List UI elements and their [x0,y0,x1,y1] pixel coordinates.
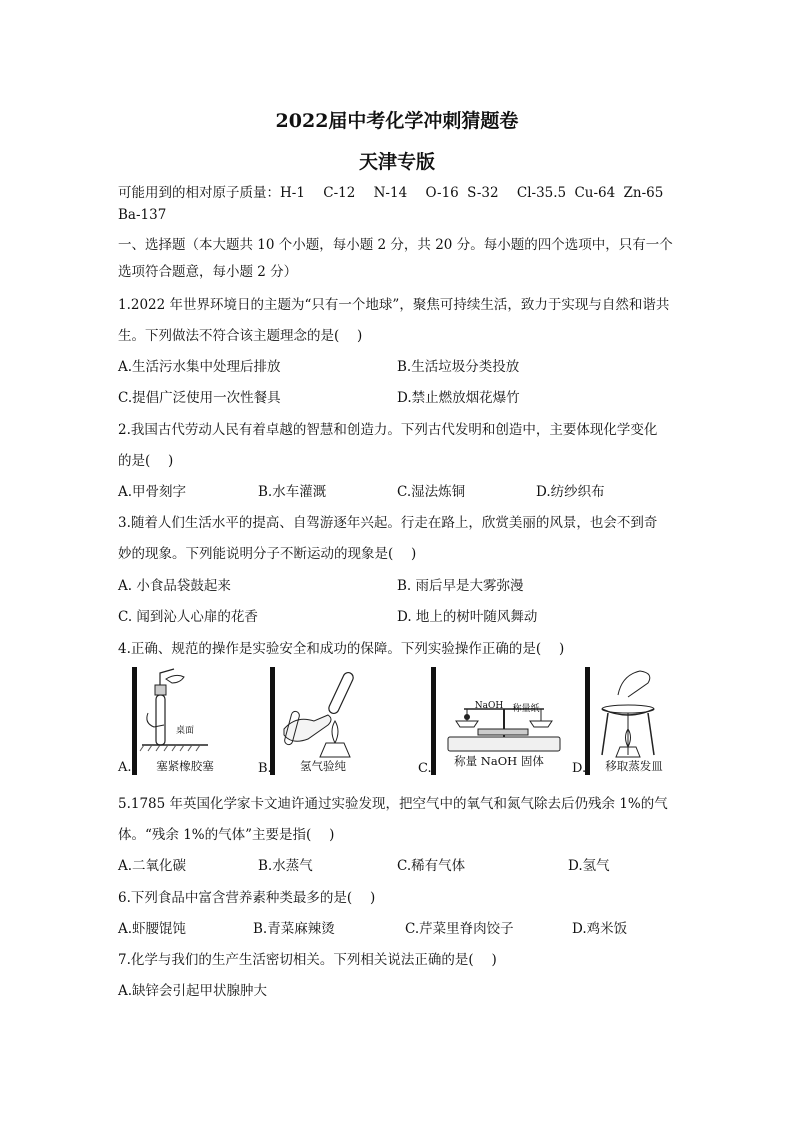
question-text: 妙的现象。下列能说明分子不断运动的现象是( ) [118,546,417,562]
option: B.青菜麻辣烫 [253,921,335,937]
option: C.芹菜里脊肉饺子 [405,921,514,937]
atomic-mass-item: O-16 [425,185,459,201]
atomic-mass-item: Cl-35.5 [516,185,567,201]
option: A.生活污水集中处理后排放 [118,359,281,375]
question-text: 的是( ) [118,453,174,469]
atomic-mass-item: C-12 [323,185,356,201]
question-text: 5.1785 年英国化学家卡文迪许通过实验发现，把空气中的氧气和氮气除去后仍残余 1%的气 [118,796,668,812]
figure-a-note: 桌面 [175,726,194,736]
option: C.湿法炼铜 [397,484,466,500]
atomic-mass-item: H-1 [280,185,305,201]
option: C.提倡广泛使用一次性餐具 [118,390,281,406]
option: D.禁止燃放烟花爆竹 [397,390,520,406]
figure-d [572,665,682,780]
question-text: 1.2022 年世界环境日的主题为“只有一个地球”，聚焦可持续生活，致力于实现与自然和谐共 [118,297,670,313]
atomic-mass-item: Ba-137 [118,207,167,223]
option: B. 雨后早是大雾弥漫 [397,578,524,594]
atomic-mass-item: Cu-64 [574,185,616,201]
figure-d-caption: 移取蒸发皿 [605,759,663,773]
option: B.水蒸气 [258,858,313,874]
atomic-mass-line [118,181,663,201]
atomic-mass-item: Zn-65 [623,185,664,201]
figure-b-letter: B. [258,761,272,776]
figure-c-letter: C. [418,761,432,776]
figure-a-caption: 塞紧橡胶塞 [156,759,214,773]
option: D. 地上的树叶随风舞动 [397,609,538,625]
question-text: 7.化学与我们的生产生活密切相关。下列相关说法正确的是( ) [118,952,497,968]
option: D.鸡米饭 [572,921,628,937]
question-text: 6.下列食品中富含营养素种类最多的是( ) [118,890,376,906]
option: A. 小食品袋鼓起来 [118,578,231,594]
figure-c-note2: 称量纸 [512,704,540,714]
option: A.甲骨刻字 [118,484,187,500]
figure-b [258,665,378,780]
option: A.虾腰馄饨 [118,921,187,937]
option: C. 闻到沁人心扉的花香 [118,609,258,625]
section-heading-line: 选项符合题意，每小题 2 分） [118,264,298,280]
question-text: 生。下列做法不符合该主题理念的是( ) [118,328,363,344]
figure-c [418,665,568,780]
option: D.氢气 [568,858,610,874]
figure-b-caption: 氢气验纯 [300,759,346,773]
figure-c-note1: NaOH [474,701,504,711]
figure-d-letter: D. [572,761,587,776]
option: A.二氧化碳 [118,858,187,874]
atomic-mass-label: 可能用到的相对原子质量： [118,185,280,201]
figure-a [118,665,238,780]
option: C.稀有气体 [397,858,466,874]
option: A.缺锌会引起甲状腺肿大 [118,983,268,999]
question-text: 体。“残余 1%的气体”主要是指( ) [118,827,335,843]
option: D.纺纱织布 [536,484,605,500]
atomic-mass-item: N-14 [373,185,408,201]
question-text: 3.随着人们生活水平的提高、自驾游逐年兴起。行走在路上，欣赏美丽的风景，也会不到奇 [118,515,658,531]
option: B.水车灌溉 [258,484,327,500]
option: B.生活垃圾分类投放 [397,359,520,375]
figure-a-letter: A. [118,760,132,775]
question-text: 2.我国古代劳动人民有着卓越的智慧和创造力。下列古代发明和创造中，主要体现化学变化 [118,422,658,438]
section-heading-line: 一、选择题（本大题共 10 个小题，每小题 2 分，共 20 分。每小题的四个选项中，只有一个 [118,237,673,253]
page-title: 2022届中考化学冲刺猜题卷 [275,110,519,132]
atomic-mass-item: S-32 [467,185,499,201]
question-text: 4.正确、规范的操作是实验安全和成功的保障。下列实验操作正确的是( ) [118,641,565,657]
figure-c-caption: 称量 NaOH 固体 [454,754,544,768]
page-subtitle: 天津专版 [358,151,435,173]
